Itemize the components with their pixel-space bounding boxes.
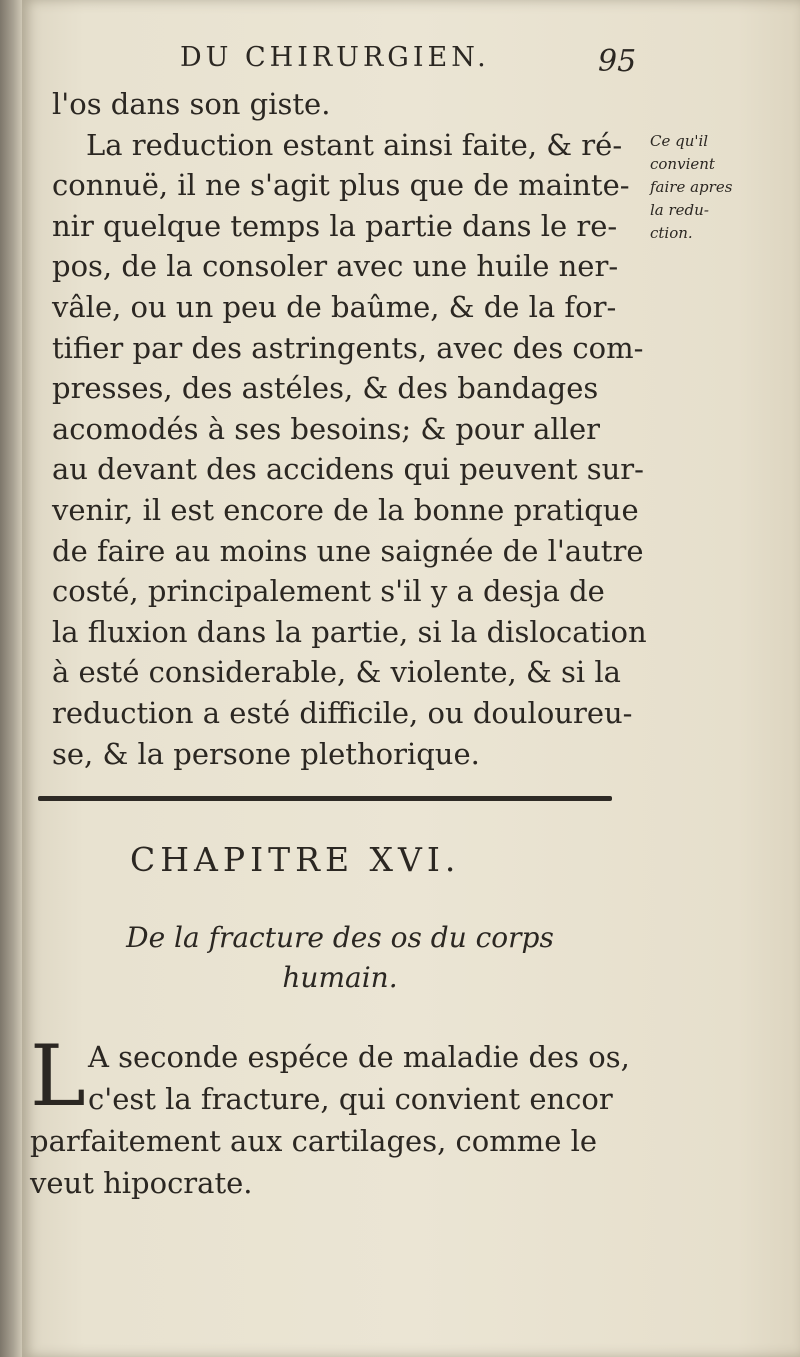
running-head [160,42,660,82]
text-line: venir, il est encore de la bonne pratique [52,492,639,527]
text-line: se, & la persone plethorique. [52,736,480,771]
chapter-subtitle-line: humain. [282,961,398,994]
text-line: connuë, il ne s'agit plus que de mainte- [52,168,630,203]
drop-cap: L [30,1027,86,1125]
text-line: presses, des astéles, & des bandages [52,371,599,406]
text-line: pos, de la consoler avec une huile ner- [52,249,619,284]
text-line: au devant des accidens qui peuvent sur- [52,452,644,487]
margin-note-line: la redu- [650,201,709,219]
margin-note-line: ction. [650,224,693,242]
chapter-subtitle [60,918,620,998]
text-line: la fluxion dans la partie, si la dislocation [52,614,647,649]
text-line: A seconde espéce de maladie des os, [88,1040,630,1074]
text-line: de faire au moins une saignée de l'autre [52,533,644,568]
text-line: nir quelque temps la partie dans le re- [52,208,618,243]
margin-note-line: convient [650,155,715,173]
text-line: tifier par des astringents, avec des com- [52,330,644,365]
text-line: La reduction estant ainsi faite, & ré- [86,127,623,162]
chapter-subtitle-line: De la fracture des os du corps [126,921,554,954]
text-line: l'os dans son giste. [52,87,331,121]
margin-note-line: faire apres [650,178,733,196]
paragraph-reduction [52,84,647,774]
margin-note-line: Ce qu'il [650,132,709,150]
margin-note [650,130,780,245]
text-line: veut hipocrate. [30,1166,253,1200]
running-head-title: DU CHIRURGIEN. [180,42,490,73]
text-line: costé, principalement s'il y a desja de [52,574,605,609]
section-divider [38,796,612,801]
text-line: vâle, ou un peu de baûme, & de la for- [52,289,617,324]
text-line: c'est la fracture, qui convient encor [88,1082,613,1116]
text-line: reduction a esté difficile, ou douloureu- [52,695,633,730]
book-gutter [0,0,22,1357]
paragraph-fracture [30,1027,630,1204]
text-line: parfaitement aux cartilages, comme le [30,1124,598,1158]
page-number: 95 [598,44,637,79]
text-line: acomodés à ses besoins; & pour aller [52,411,600,446]
text-line: à esté considerable, & violente, & si la [52,655,621,690]
chapter-title: CHAPITRE XVI. [130,840,461,879]
